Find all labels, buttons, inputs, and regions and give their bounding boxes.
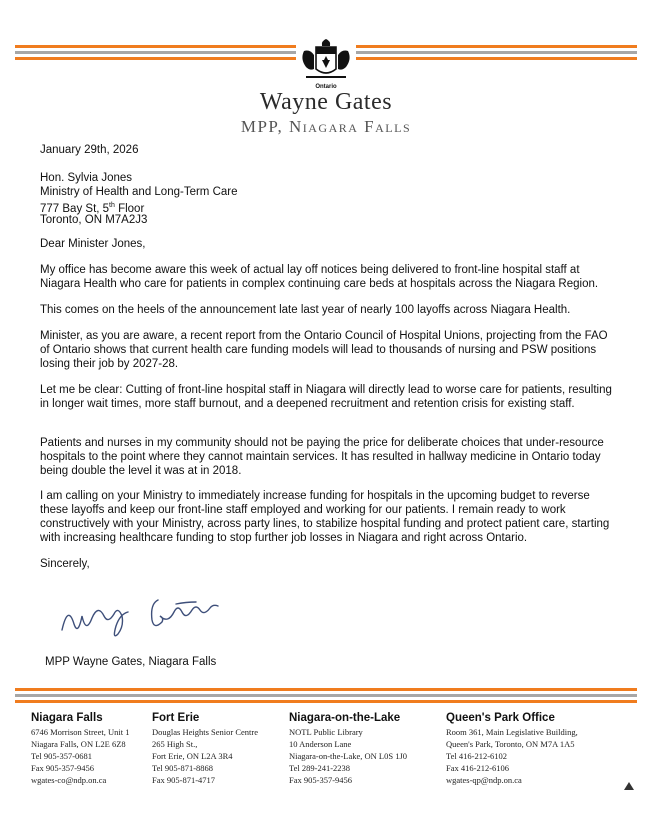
office-line: Fax 905-871-4717 xyxy=(152,775,216,785)
office-line: 6746 Morrison Street, Unit 1 xyxy=(31,727,130,737)
office-line: Queen's Park, Toronto, ON M7A 1A5 xyxy=(446,739,575,749)
union-bug-icon xyxy=(623,781,635,791)
office-line: Tel 905-357-0681 xyxy=(31,751,93,761)
office-line: Niagara-on-the-Lake, ON L0S 1J0 xyxy=(289,751,408,761)
office-line: Fax 416-212-6106 xyxy=(446,763,510,773)
crest-caption: Ontario xyxy=(315,84,337,90)
office-line: 265 High St., xyxy=(152,739,198,749)
office-fort-erie xyxy=(152,712,258,786)
stripe-orange xyxy=(15,688,637,691)
office-niagara-falls xyxy=(31,712,129,786)
office-line: NOTL Public Library xyxy=(289,727,363,737)
ontario-crest-icon xyxy=(296,33,356,89)
street-superscript: th xyxy=(109,202,115,209)
office-email-link[interactable]: wgates-qp@ndp.on.ca xyxy=(446,775,522,785)
office-line: Fax 905-357-9456 xyxy=(289,775,353,785)
office-email-link[interactable]: wgates-co@ndp.on.ca xyxy=(31,775,107,785)
recipient-address xyxy=(40,171,615,227)
paragraph: This comes on the heels of the announcement late last year of nearly 100 layoffs across Niagara Health. xyxy=(40,304,571,316)
street-suffix: Floor xyxy=(114,202,145,215)
office-line: Tel 905-871-8868 xyxy=(152,763,214,773)
office-line: 10 Anderson Lane xyxy=(289,739,352,749)
salutation: Dear Minister Jones, xyxy=(40,238,146,250)
office-line: Fax 905-357-9456 xyxy=(31,763,95,773)
letterhead-name: Wayne Gates xyxy=(259,89,393,115)
office-line: Tel 289-241-2238 xyxy=(289,763,351,773)
closing: Sincerely, xyxy=(40,558,90,570)
office-line: Fort Erie, ON L2A 3R4 xyxy=(152,751,233,761)
street-prefix: 777 Bay St, 5 xyxy=(40,202,110,215)
office-queens-park xyxy=(446,712,578,786)
office-niagara-on-the-lake xyxy=(289,712,407,786)
paragraph: Let me be clear: Cutting of front-line hospital staff in Niagara will directly lead to worse care for patients, resulting in longer wait times, more staff burnout, and a deepened recruitment and retention crisis for existing staff. xyxy=(40,384,612,410)
office-city: Fort Erie xyxy=(152,712,200,724)
paragraph: Patients and nurses in my community should not be paying the price for deliberate choices that under-resource hospitals to the point where they cannot maintain services. It has resulted in hallway medicine in Ontario today being double the level it was at in 2018. xyxy=(40,437,604,477)
stripe-gray xyxy=(15,694,637,697)
office-line: Room 361, Main Legislative Building, xyxy=(446,727,578,737)
recipient-city: Toronto, ON M7A2J3 xyxy=(40,214,148,226)
stripe-orange xyxy=(15,700,637,703)
office-city: Queen's Park Office xyxy=(446,712,555,724)
handwritten-signature xyxy=(58,590,248,642)
office-line: Niagara Falls, ON L2E 6Z8 xyxy=(31,739,126,749)
paragraph: My office has become aware this week of actual lay off notices being delivered to front-line hospital staff at Niagara Health who care for patients in complex continuing care beds at hospitals across the Niagara Region. xyxy=(40,264,599,290)
office-city: Niagara Falls xyxy=(31,712,103,724)
paragraph: I am calling on your Ministry to immediately increase funding for hospitals in the upcoming budget to reverse these layoffs and keep our front-line staff employed and working for our patients. I remain ready to work constructively with your Ministry, across party lines, to stabilize hospital funding and protect patient care, starting with increasing healthcare funding to stop further job losses in Niagara and right across Ontario. xyxy=(40,490,610,544)
office-line: Douglas Heights Senior Centre xyxy=(152,727,258,737)
paragraph: Minister, as you are aware, a recent report from the Ontario Council of Hospital Unions, projecting from the FAO of Ontario shows that current health care funding models will lead to thousands of nursing and PSW positions losing their job by 2027-28. xyxy=(40,330,608,370)
letter-date: January 29th, 2026 xyxy=(40,144,139,156)
letterhead-title: MPP, Niagara Falls xyxy=(240,117,412,136)
recipient-ministry: Ministry of Health and Long-Term Care xyxy=(40,186,238,198)
signature-name: MPP Wayne Gates, Niagara Falls xyxy=(45,656,217,668)
office-city: Niagara-on-the-Lake xyxy=(289,712,401,724)
recipient-name: Hon. Sylvia Jones xyxy=(40,172,133,184)
office-line: Tel 416-212-6102 xyxy=(446,751,508,761)
recipient-street xyxy=(40,199,615,213)
